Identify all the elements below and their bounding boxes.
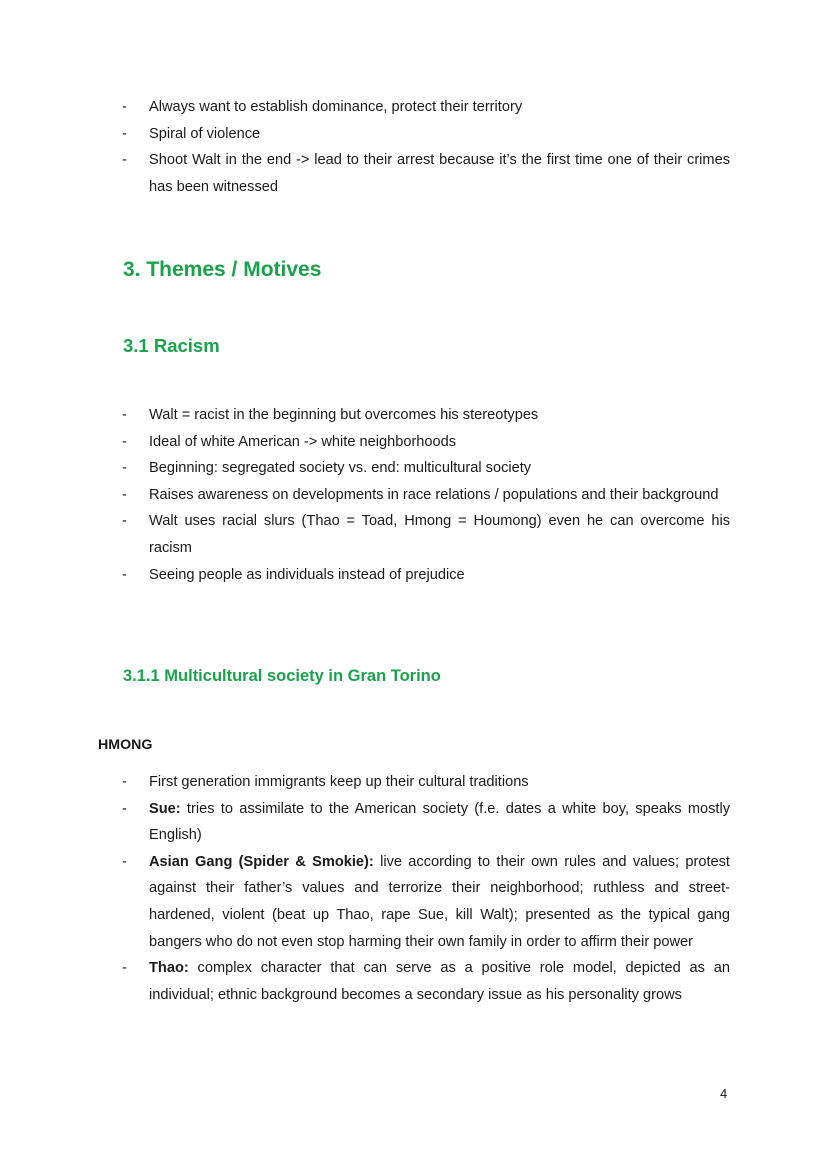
list-item: - Sue: tries to assimilate to the American society (f.e. dates a white boy, speaks mostly English) [122, 796, 730, 849]
bullet-dash: - [122, 566, 127, 583]
list-item: - First generation immigrants keep up their cultural traditions [122, 769, 730, 796]
bullet-dash: - [122, 800, 127, 817]
list-item: - Always want to establish dominance, protect their territory [122, 94, 730, 121]
group-label-hmong: HMONG [98, 737, 153, 753]
list-item: - Thao: complex character that can serve as a positive role model, depicted as an individual; ethnic background becomes a secondary issue as his personality grows [122, 955, 730, 1008]
item-lead-term: Asian Gang (Spider & Smokie): [149, 853, 374, 870]
section-heading-themes: 3. Themes / Motives [123, 258, 322, 281]
bullet-dash: - [122, 125, 127, 142]
page-number: 4 [720, 1086, 728, 1101]
top-bullet-list [122, 94, 730, 200]
bullet-dash: - [122, 152, 127, 169]
hmong-bullet-list [122, 769, 730, 1008]
list-item: - Walt uses racial slurs (Thao = Toad, Hmong = Houmong) even he can overcome his racism [122, 508, 730, 561]
list-item: - Asian Gang (Spider & Smokie): live according to their own rules and values; protest against their father’s values and terrorize their neighborhood; ruthless and street-hardened, violent (beat up Thao, rape Sue, kill Walt); presented as the typical gang bangers who do not even stop harming their own family in order to affirm their power [122, 849, 730, 955]
bullet-dash: - [122, 433, 127, 450]
list-item: - Seeing people as individuals instead of prejudice [122, 562, 730, 589]
list-item: - Beginning: segregated society vs. end: multicultural society [122, 455, 730, 482]
item-lead-term: Sue: [149, 800, 181, 817]
bullet-dash: - [122, 99, 127, 115]
bullet-dash: - [122, 960, 127, 977]
list-item: - Spiral of violence [122, 121, 730, 148]
list-item: - Walt = racist in the beginning but overcomes his stereotypes [122, 402, 730, 429]
bullet-dash: - [122, 853, 127, 870]
bullet-dash: - [122, 486, 127, 503]
list-item: - Raises awareness on developments in race relations / populations and their background [122, 482, 730, 509]
item-lead-term: Thao: [149, 960, 189, 977]
racism-bullet-list [122, 402, 730, 588]
bullet-dash: - [122, 407, 127, 423]
list-item: - Ideal of white American -> white neighborhoods [122, 429, 730, 456]
bullet-dash: - [122, 774, 127, 790]
bullet-dash: - [122, 513, 127, 530]
list-item: - Shoot Walt in the end -> lead to their arrest because it’s the first time one of their crimes has been witnessed [122, 147, 730, 200]
subsection-heading-racism: 3.1 Racism [123, 335, 220, 356]
bullet-dash: - [122, 460, 127, 477]
subsubsection-heading-multicultural: 3.1.1 Multicultural society in Gran Torino [123, 667, 441, 685]
